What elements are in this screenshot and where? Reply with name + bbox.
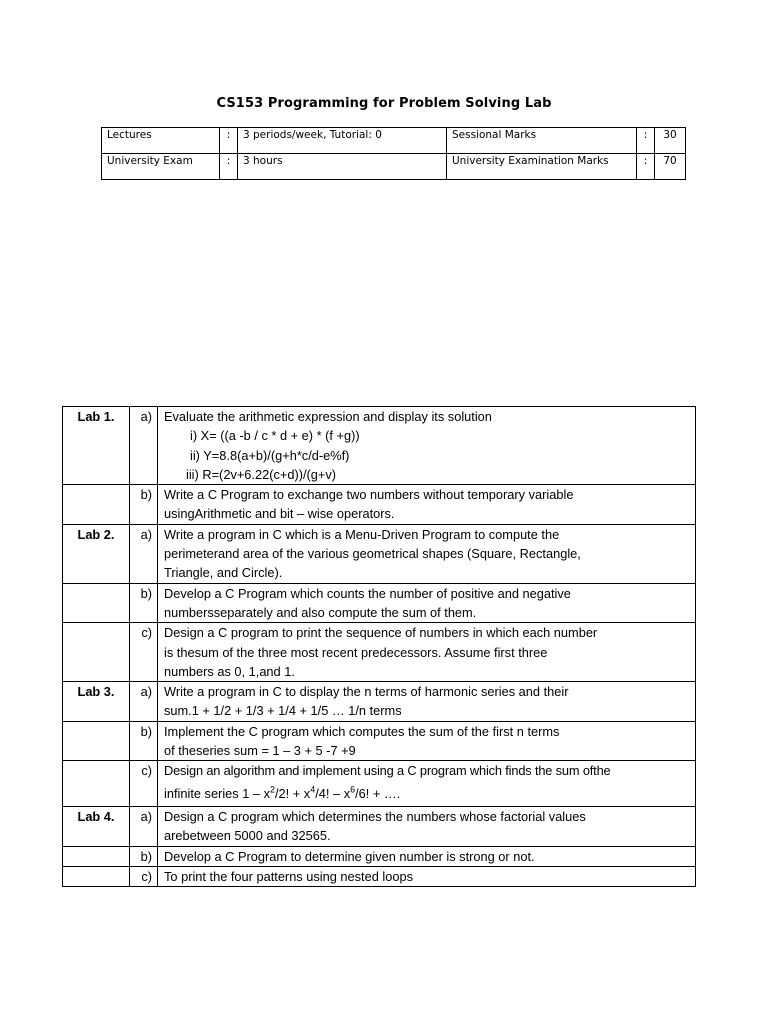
exercise-line: To print the four patterns using nested loops (164, 868, 413, 884)
part-label: c) (130, 623, 158, 682)
table-row (63, 623, 696, 682)
table-row (63, 407, 696, 485)
exercise-text (158, 524, 696, 583)
exercise-text (158, 682, 696, 722)
exercise-line: Design a C program to print the sequence of numbers in which each number (164, 625, 598, 641)
part-label: c) (130, 761, 158, 807)
table-row (63, 721, 696, 761)
part-label: b) (130, 583, 158, 623)
expression-line: ii) Y=8.8(a+b)/(g+h*c/d-e%f) (190, 447, 350, 463)
lab-label-empty (63, 623, 130, 682)
exercise-text (158, 583, 696, 623)
exercise-text (158, 846, 696, 866)
info-value: 30 (655, 128, 686, 154)
exercise-text (158, 407, 696, 485)
table-row (63, 485, 696, 525)
exercise-line: usingArithmetic and bit – wise operators. (164, 506, 395, 522)
formula-text: /6! + …. (355, 785, 401, 801)
info-value: 3 hours (238, 154, 447, 180)
info-separator: : (220, 154, 238, 180)
table-row (63, 846, 696, 866)
info-label: University Examination Marks (447, 154, 637, 180)
lab-label: Lab 3. (63, 682, 130, 722)
exercise-line: Design a C program which determines the numbers whose factorial values (164, 808, 586, 824)
part-label: a) (130, 407, 158, 485)
exercise-line: of theseries sum = 1 – 3 + 5 -7 +9 (164, 743, 356, 759)
exercise-line: perimeterand area of the various geometrical shapes (Square, Rectangle, (164, 546, 581, 562)
exercise-line: Implement the C program which computes the sum of the first n terms (164, 723, 560, 739)
formula-text: /2! + x (275, 785, 311, 801)
table-row (63, 524, 696, 583)
course-info-table (101, 127, 686, 180)
expression-line: iii) R=(2v+6.22(c+d))/(g+v) (186, 466, 337, 482)
part-label: b) (130, 485, 158, 525)
exercise-text (158, 623, 696, 682)
lab-label-empty (63, 846, 130, 866)
exercise-line: Write a program in C to display the n terms of harmonic series and their (164, 684, 569, 700)
exercise-line: Design an algorithm and implement using a C program which finds the sum ofthe (164, 763, 611, 779)
exercise-line: Triangle, and Circle). (164, 565, 283, 581)
expression-line: i) X= ((a -b / c * d + e) * (f +g)) (190, 428, 360, 444)
info-label: Lectures (102, 128, 220, 154)
exercise-line: Develop a C Program which counts the number of positive and negative (164, 585, 571, 601)
table-row (63, 866, 696, 886)
exercise-line: Evaluate the arithmetic expression and display its solution (164, 409, 492, 424)
exercise-text (158, 761, 696, 807)
part-label: a) (130, 524, 158, 583)
exercise-line: is thesum of the three most recent predecessors. Assume first three (164, 644, 548, 660)
info-label: University Exam (102, 154, 220, 180)
exercise-text (158, 866, 696, 886)
table-row (63, 806, 696, 846)
exercise-line: sum.1 + 1/2 + 1/3 + 1/4 + 1/5 … 1/n terms (164, 703, 402, 719)
info-row (102, 154, 686, 180)
formula-exponent: 2 (269, 784, 275, 795)
page-title: CS153 Programming for Problem Solving Lab (216, 96, 552, 111)
lab-label-empty (63, 485, 130, 525)
info-separator: : (637, 128, 655, 154)
part-label: b) (130, 721, 158, 761)
info-value: 3 periods/week, Tutorial: 0 (238, 128, 447, 154)
formula-exponent: 6 (350, 784, 356, 795)
part-label: a) (130, 806, 158, 846)
lab-label: Lab 2. (63, 524, 130, 583)
formula-text: infinite series 1 – x (164, 785, 270, 801)
lab-label: Lab 1. (63, 407, 130, 485)
info-row (102, 128, 686, 154)
formula-exponent: 4 (310, 784, 316, 795)
part-label: b) (130, 846, 158, 866)
table-row (63, 682, 696, 722)
lab-label-empty (63, 721, 130, 761)
part-label: c) (130, 866, 158, 886)
info-label: Sessional Marks (447, 128, 637, 154)
exercise-line: Write a program in C which is a Menu-Driven Program to compute the (164, 526, 560, 542)
exercise-line: Develop a C Program to determine given number is strong or not. (164, 848, 535, 864)
exercise-line: Write a C Program to exchange two numbers without temporary variable (164, 487, 574, 503)
lab-label-empty (63, 866, 130, 886)
exercise-line: numbersseparately and also compute the sum of them. (164, 604, 477, 620)
info-separator: : (637, 154, 655, 180)
series-formula (164, 784, 689, 803)
lab-label-empty (63, 761, 130, 807)
table-row (63, 583, 696, 623)
info-value: 70 (655, 154, 686, 180)
formula-text: /4! – x (315, 785, 351, 801)
exercise-line: arebetween 5000 and 32565. (164, 828, 331, 844)
lab-label: Lab 4. (63, 806, 130, 846)
exercise-line: numbers as 0, 1,and 1. (164, 663, 295, 679)
lab-exercises-table (62, 406, 696, 887)
part-label: a) (130, 682, 158, 722)
info-separator: : (220, 128, 238, 154)
exercise-text (158, 806, 696, 846)
lab-label-empty (63, 583, 130, 623)
exercise-text (158, 721, 696, 761)
table-row (63, 761, 696, 807)
exercise-text (158, 485, 696, 525)
